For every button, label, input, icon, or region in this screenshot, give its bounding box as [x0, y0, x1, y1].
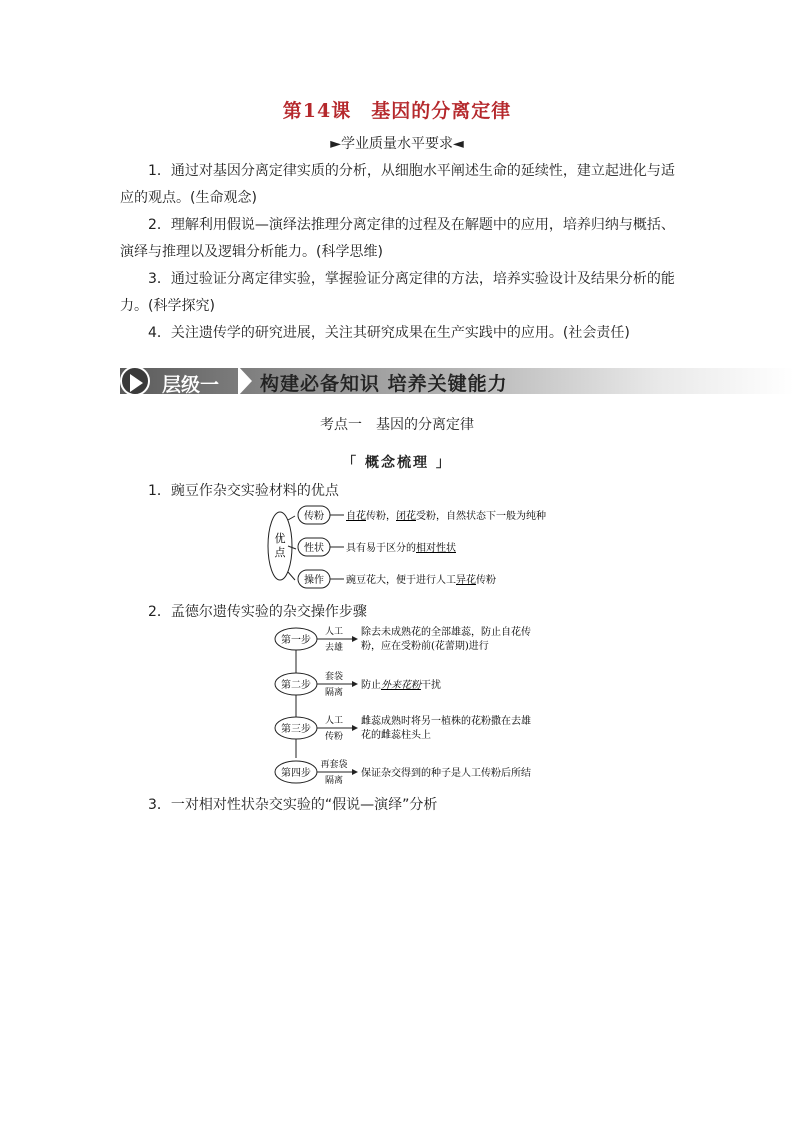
- advantages-diagram: [260, 500, 570, 592]
- step-row-4: [275, 758, 531, 786]
- step-label: 第三步: [281, 724, 311, 735]
- step-desc: 除去未成熟花的全部雄蕊，防止自花传: [361, 627, 531, 638]
- step-op-top: 套袋: [324, 672, 344, 682]
- step-op-bottom: 传粉: [324, 732, 344, 742]
- step-desc: 雌蕊成熟时将另一植株的花粉撒在去雄: [361, 716, 531, 727]
- lesson-title: 第14课 基因的分离定律: [282, 100, 512, 122]
- step-desc: 保证杂交得到的种子是人工传粉后所结: [361, 768, 531, 779]
- heading-2: 2．孟德尔遗传实验的杂交操作步骤: [148, 604, 367, 620]
- advantage-text: 自花传粉，闭花受粉，自然状态下一般为纯种: [346, 511, 546, 522]
- center-label-top: 优: [274, 532, 286, 545]
- advantage-text: 具有易于区分的相对性状: [346, 543, 456, 554]
- advantage-row-2: [298, 538, 456, 556]
- advantage-row-3: [298, 570, 496, 588]
- step-desc: 花的雌蕊柱头上: [361, 730, 431, 741]
- step-row-3: [275, 714, 531, 742]
- requirement-line: 1．通过对基因分离定律实质的分析，从细胞水平阐述生命的延续性，建立起进化与适: [148, 163, 675, 179]
- step-op-bottom: 隔离: [324, 688, 344, 698]
- requirement-line: 力。(科学探究): [120, 298, 215, 314]
- step-desc: 粉，应在受粉前(花蕾期)进行: [361, 641, 489, 652]
- step-row-1: [275, 625, 531, 653]
- concept-label: 「 概念梳理 」: [342, 455, 452, 471]
- requirement-line: 4．关注遗传学的研究进展，关注其研究成果在生产实践中的应用。(社会责任): [148, 325, 630, 341]
- requirement-line: 应的观点。(生命观念): [120, 190, 257, 206]
- step-op-top: 再套袋: [320, 760, 348, 770]
- requirement-line: 演绎与推理以及逻辑分析能力。(科学思维): [120, 244, 383, 260]
- center-label-bottom: 点: [274, 546, 286, 559]
- banner-level-label: 层级一: [162, 374, 220, 396]
- step-label: 第二步: [281, 680, 311, 691]
- step-op-bottom: 隔离: [324, 776, 344, 786]
- step-op-top: 人工: [324, 716, 344, 726]
- advantage-text: 豌豆花大，便于进行人工异花传粉: [346, 575, 496, 586]
- level-banner: [120, 366, 794, 396]
- advantage-key: 性状: [304, 543, 324, 554]
- step-op-bottom: 去雄: [324, 643, 344, 653]
- advantage-key: 操作: [304, 575, 324, 586]
- steps-diagram: [270, 622, 560, 786]
- requirement-line: 3．通过验证分离定律实验，掌握验证分离定律的方法，培养实验设计及结果分析的能: [148, 271, 675, 287]
- heading-1: 1．豌豆作杂交实验材料的优点: [148, 483, 339, 499]
- chevron-right-icon: [238, 366, 252, 396]
- banner-text: 构建必备知识 培养关键能力: [260, 373, 508, 395]
- advantage-row-1: [298, 506, 546, 524]
- requirements-subtitle: ►学业质量水平要求◄: [330, 136, 464, 152]
- step-op-top: 人工: [324, 627, 344, 637]
- step-row-2: [275, 670, 441, 698]
- heading-3: 3．一对相对性状杂交实验的“假说—演绎”分析: [148, 797, 438, 813]
- requirement-line: 2．理解利用假说—演绎法推理分离定律的过程及在解题中的应用，培养归纳与概括、: [148, 217, 675, 233]
- arrow-circle-icon: [120, 366, 150, 396]
- advantage-key: 传粉: [304, 511, 324, 522]
- step-label: 第一步: [281, 635, 311, 646]
- step-label: 第四步: [281, 768, 311, 779]
- section-title: 考点一 基因的分离定律: [320, 417, 474, 433]
- step-desc: 防止外来花粉干扰: [361, 680, 441, 691]
